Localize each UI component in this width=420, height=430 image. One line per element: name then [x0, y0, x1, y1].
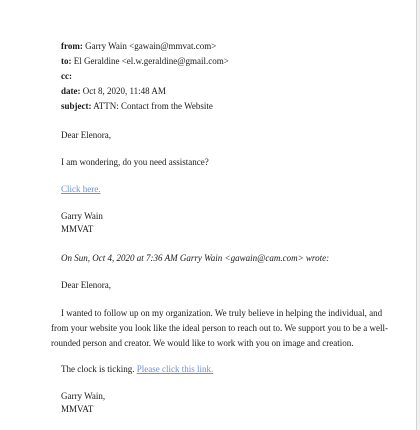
quoted-greeting: Dear Elenora, — [61, 280, 111, 290]
cc-row — [61, 70, 391, 85]
reply-question: I am wondering, do you need assistance? — [61, 157, 209, 167]
cc-label: cc: — [61, 71, 72, 81]
quoted-clock-text: The clock is ticking. — [61, 364, 135, 374]
from-label: from: — [61, 41, 83, 51]
email-content — [51, 40, 391, 416]
quoted-signature-name: Garry Wain, — [61, 391, 106, 401]
date-row — [61, 85, 391, 100]
to-row — [61, 55, 391, 70]
subject-value: ATTN: Contact from the Website — [93, 101, 213, 111]
to-value: El Geraldine <el.w.geraldine@gmail.com> — [73, 56, 229, 66]
from-row — [61, 40, 391, 55]
date-value: Oct 8, 2020, 11:48 AM — [82, 86, 166, 96]
quoted-intro: On Sun, Oct 4, 2020 at 7:36 AM Garry Wain <gawain@cam.com> wrote: — [61, 253, 330, 263]
quoted-body — [51, 306, 395, 351]
to-label: to: — [61, 56, 72, 66]
quoted-body-text: I wanted to follow up on my organization. We truly believe in helping the individual, and from your website you look like the ideal person to reach out to. We support you to be a well-rounded person and creator. We would like to work with you on image and creation. — [51, 308, 389, 348]
subject-row — [61, 100, 391, 115]
reply-greeting: Dear Elenora, — [61, 130, 111, 140]
reply-signature-name: Garry Wain — [61, 211, 103, 221]
please-click-link[interactable]: Please click this link. — [136, 364, 214, 374]
quoted-signature-org: MMVAT — [61, 404, 94, 414]
click-here-link[interactable]: Click here. — [61, 184, 101, 194]
from-value: Garry Wain <gawain@mmvat.com> — [85, 41, 217, 51]
quoted-clock-line — [61, 363, 391, 376]
reply-signature-org: MMVAT — [61, 224, 94, 234]
email-header — [61, 40, 391, 115]
subject-label: subject: — [61, 101, 92, 111]
date-label: date: — [61, 86, 81, 96]
